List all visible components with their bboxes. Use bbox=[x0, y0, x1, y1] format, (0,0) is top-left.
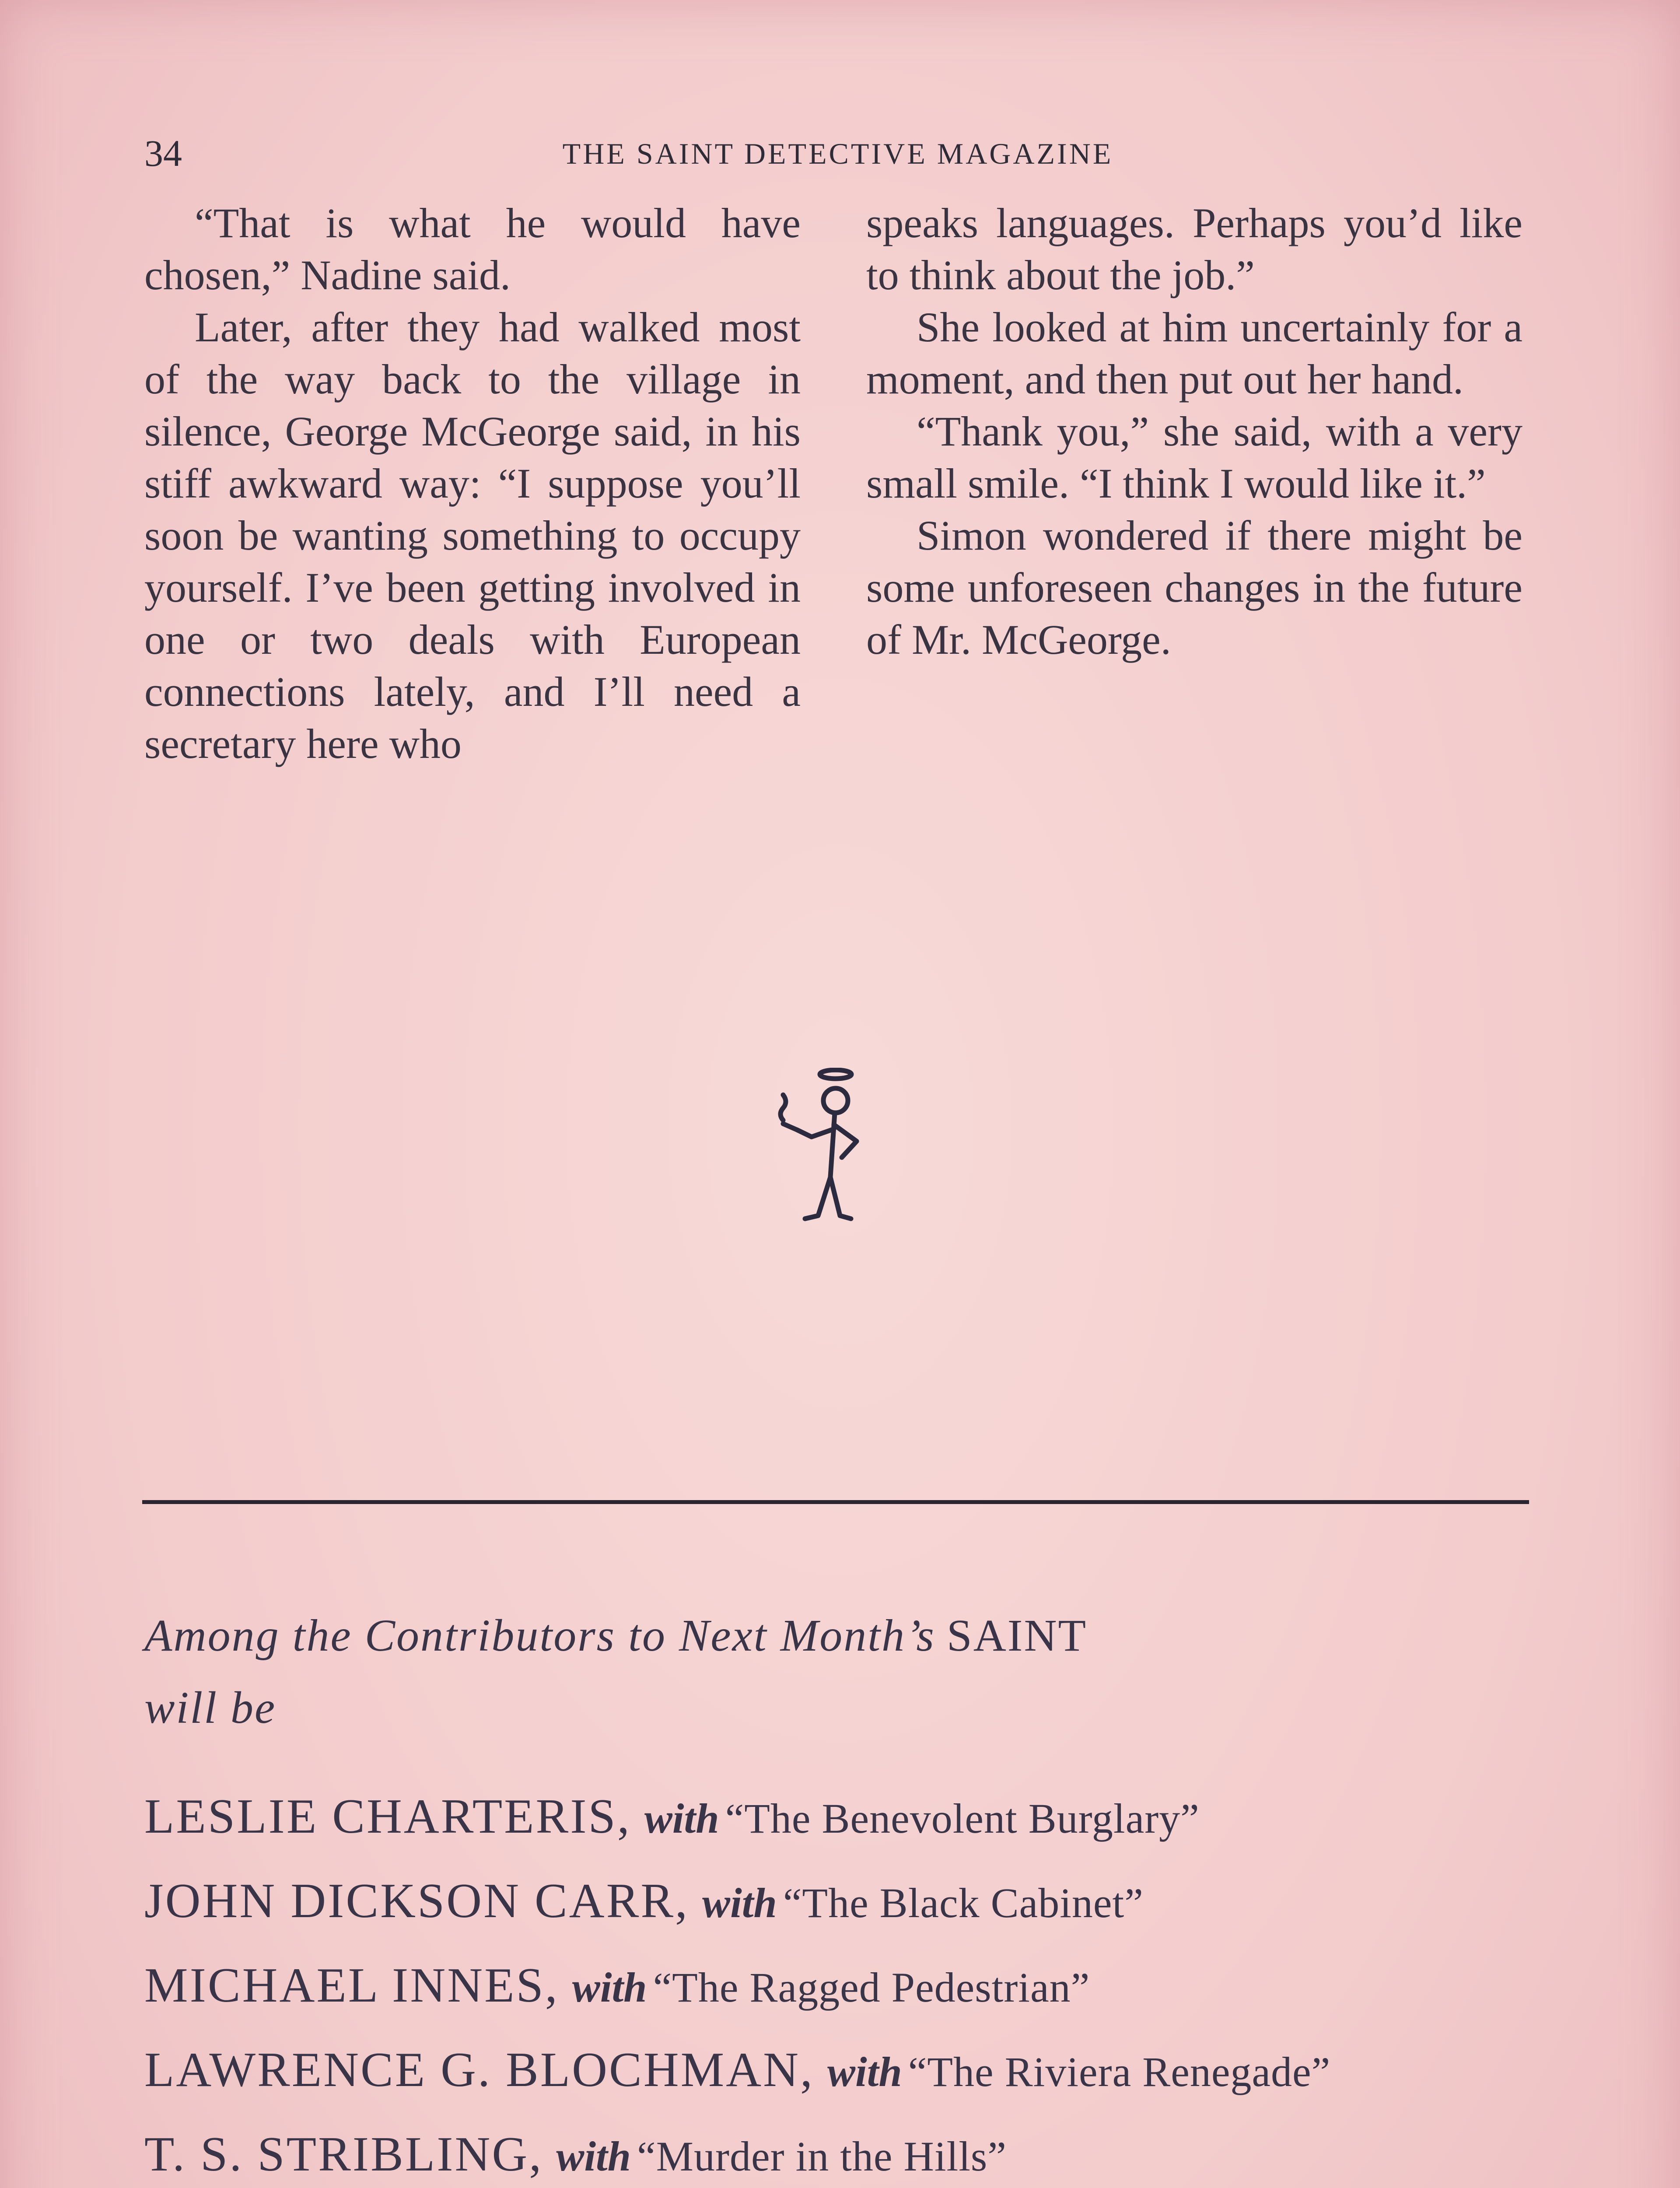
page-number: 34 bbox=[144, 132, 182, 174]
paragraph: “That is what he would have chosen,” Nadine said. bbox=[144, 200, 801, 298]
with-word: with bbox=[702, 1879, 777, 1926]
contributor-author: T. S. STRIBLING, bbox=[144, 2127, 543, 2181]
right-column bbox=[866, 197, 1522, 666]
contributor-story: “The Riviera Renegade” bbox=[908, 2048, 1331, 2095]
with-word: with bbox=[644, 1795, 719, 1842]
paragraph: speaks languages. Perhaps you’d like to think about the job.” bbox=[866, 200, 1522, 298]
magazine-title: THE SAINT DETECTIVE MAGAZINE bbox=[562, 137, 1113, 170]
contributor-story: “The Benevolent Burglary” bbox=[725, 1795, 1200, 1842]
section-divider bbox=[142, 1500, 1529, 1504]
left-column bbox=[144, 197, 801, 770]
contributor-author: JOHN DICKSON CARR, bbox=[144, 1874, 690, 1928]
with-word: with bbox=[572, 1964, 647, 2011]
paragraph: Simon wondered if there might be some unforeseen changes in the future of Mr. McGeorge. bbox=[866, 512, 1522, 663]
heading-italic-text: Among the Contributors to Next Month’s bbox=[144, 1610, 935, 1661]
contributor-story: “The Black Cabinet” bbox=[783, 1879, 1144, 1926]
contributor-author: MICHAEL INNES, bbox=[144, 1958, 559, 2013]
contributor-author: LESLIE CHARTERIS, bbox=[144, 1789, 631, 1844]
saint-stick-figure-icon bbox=[770, 1068, 884, 1252]
paragraph: She looked at him uncertainly for a moment, and then put out her hand. bbox=[866, 304, 1522, 403]
contributor-author: LAWRENCE G. BLOCHMAN, bbox=[144, 2043, 814, 2097]
heading-saint-text: SAINT bbox=[946, 1610, 1088, 1661]
list-item bbox=[144, 2028, 1588, 2112]
story-columns bbox=[144, 197, 1531, 853]
with-word: with bbox=[827, 2048, 902, 2095]
paragraph: “Thank you,” she said, with a very small smile. “I think I would like it.” bbox=[866, 408, 1522, 507]
contributors-heading-line1 bbox=[144, 1599, 1531, 1672]
contributor-story: “Murder in the Hills” bbox=[637, 2133, 1007, 2180]
contributors-list bbox=[144, 1774, 1588, 2188]
list-item bbox=[144, 2112, 1588, 2188]
contributors-heading bbox=[144, 1599, 1531, 1744]
contributor-story: “The Ragged Pedestrian” bbox=[653, 1964, 1090, 2011]
paragraph: Later, after they had walked most of the way back to the village in silence, George McGeorge said, in his stiff awkward way: “I suppose you’ll soon be wanting something to occupy yourself. I’ve been getting involved in one or two deals with European connections lately, and I’ll need a secretary here who bbox=[144, 304, 801, 767]
contributors-heading-line2: will be bbox=[144, 1683, 276, 1733]
with-word: with bbox=[556, 2133, 631, 2180]
running-head bbox=[144, 131, 1531, 179]
list-item bbox=[144, 1859, 1588, 1943]
list-item bbox=[144, 1943, 1588, 2028]
list-item bbox=[144, 1774, 1588, 1859]
